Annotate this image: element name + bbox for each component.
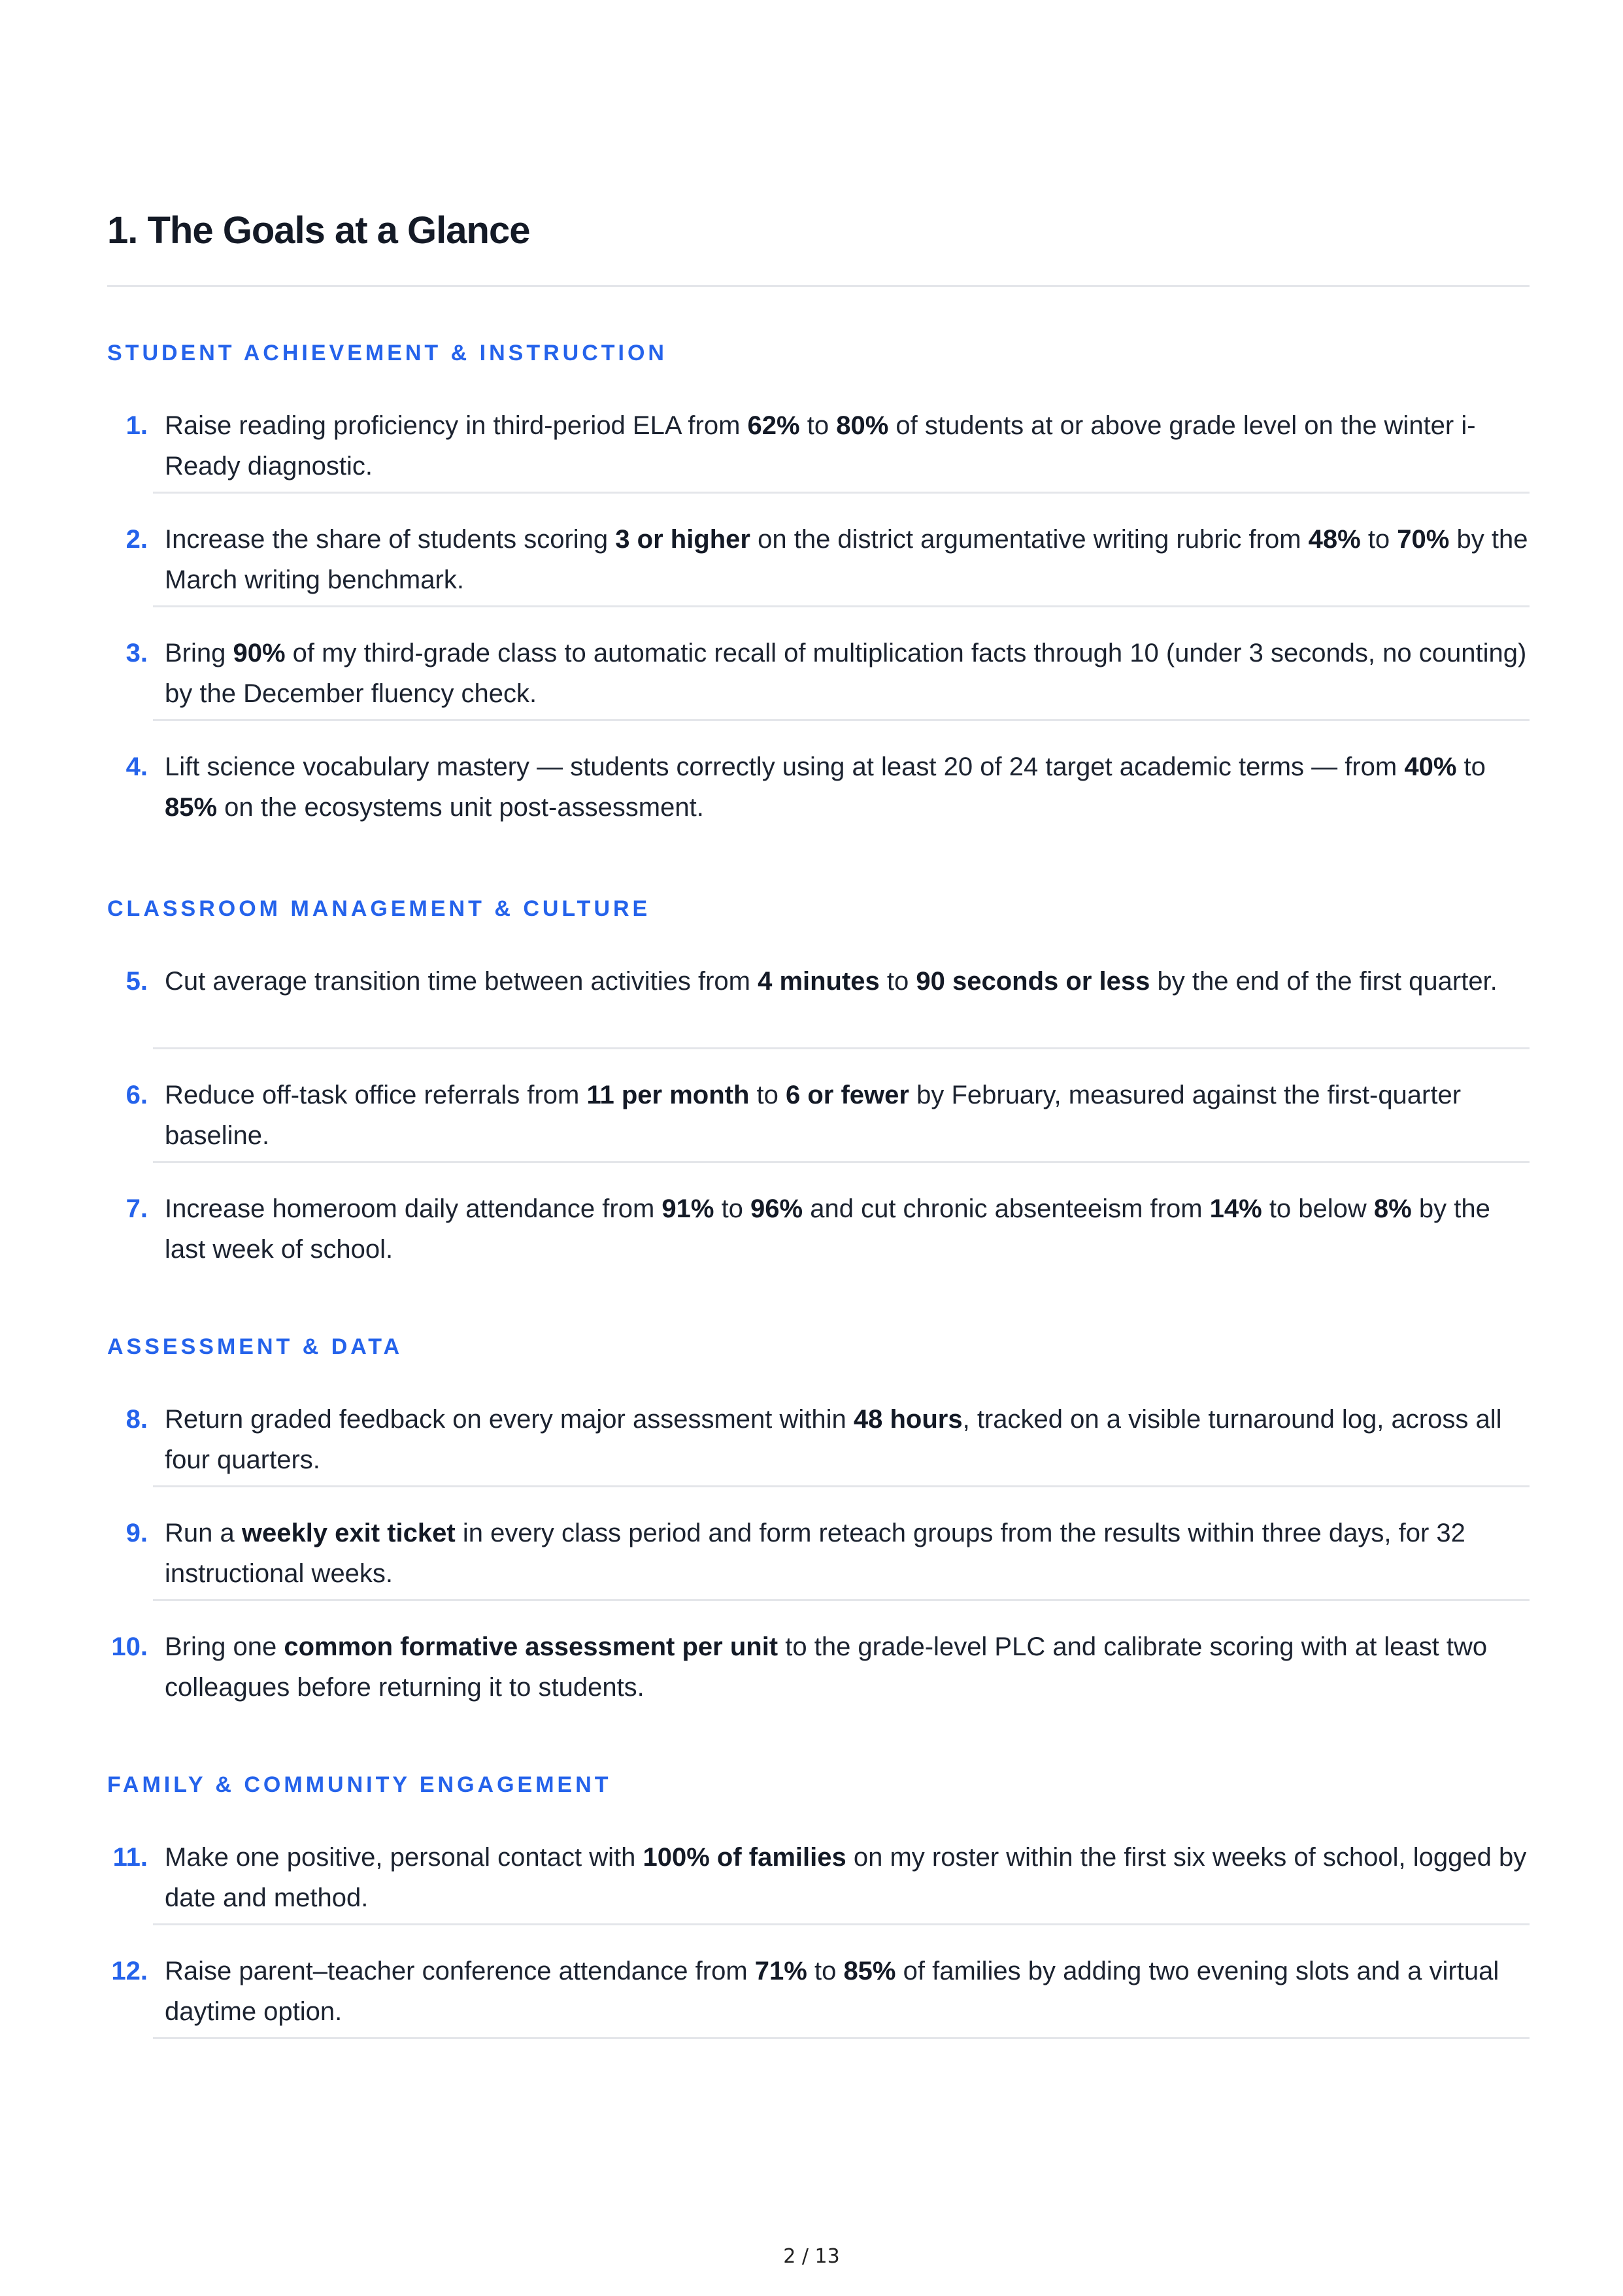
section-title: FAMILY & COMMUNITY ENGAGEMENT bbox=[107, 1772, 612, 1797]
goal-text-segment: by the end of the first quarter. bbox=[1150, 967, 1498, 996]
goal-number: 5. bbox=[125, 967, 148, 996]
goal-text bbox=[165, 752, 1486, 822]
goal-divider bbox=[153, 1599, 1530, 1601]
goal-text-segment: to bbox=[749, 1081, 786, 1109]
goal-text-segment: Increase homeroom daily attendance from bbox=[165, 1194, 662, 1223]
goal-divider bbox=[153, 1161, 1530, 1163]
goal-divider bbox=[153, 1485, 1530, 1487]
goal-metric: 6 or fewer bbox=[786, 1081, 909, 1109]
goal-text-segment: to bbox=[799, 411, 837, 440]
goal-number: 9. bbox=[125, 1519, 148, 1547]
goal-text bbox=[165, 1405, 1501, 1474]
goal-divider bbox=[153, 605, 1530, 607]
page-title: 1. The Goals at a Glance bbox=[107, 209, 530, 252]
goal-metric: 91% bbox=[661, 1194, 714, 1223]
goal-number: 7. bbox=[125, 1194, 148, 1223]
goal-number: 3. bbox=[125, 639, 148, 667]
goal-text-segment: of my third-grade class to automatic recall of multiplication facts through 10 (under 3 seconds, no counting) by the December fluency check. bbox=[165, 639, 1527, 708]
goal-metric: 48% bbox=[1308, 525, 1361, 554]
section-title: ASSESSMENT & DATA bbox=[107, 1334, 403, 1359]
goal-metric: 85% bbox=[165, 793, 218, 822]
goal-divider bbox=[153, 719, 1530, 721]
goal-text-segment: on my roster within the first six weeks of school, logged by date and method. bbox=[165, 1843, 1527, 1912]
goal-item bbox=[107, 1399, 1530, 1480]
goal-text-segment: to bbox=[714, 1194, 751, 1223]
goal-text-segment: by the March writing benchmark. bbox=[165, 525, 1528, 594]
goal-metric: 96% bbox=[750, 1194, 803, 1223]
goal-item bbox=[107, 1513, 1530, 1594]
goal-metric: 48 hours bbox=[853, 1405, 963, 1434]
goal-text-segment: to bbox=[879, 967, 916, 996]
goal-text-segment: , tracked on a visible turnaround log, across all four quarters. bbox=[165, 1405, 1502, 1474]
goal-text bbox=[165, 1194, 1490, 1264]
goal-text bbox=[165, 525, 1528, 594]
goal-metric: 90 seconds or less bbox=[916, 967, 1150, 996]
goal-item bbox=[107, 405, 1530, 486]
goal-number: 6. bbox=[125, 1081, 148, 1109]
goal-item bbox=[107, 1951, 1530, 2032]
goal-item bbox=[107, 519, 1530, 600]
goal-text-segment: Lift science vocabulary mastery — students correctly using at least 20 of 24 target academic terms — from bbox=[165, 752, 1405, 781]
goal-metric: 14% bbox=[1209, 1194, 1262, 1223]
goal-section bbox=[107, 894, 1530, 1264]
goal-text bbox=[165, 1957, 1499, 2026]
goal-divider bbox=[153, 1047, 1530, 1049]
goal-text-segment: Run a bbox=[165, 1519, 242, 1547]
goal-item bbox=[107, 1837, 1530, 1918]
goal-text-segment: Bring bbox=[165, 639, 233, 667]
goal-item bbox=[107, 747, 1530, 828]
goal-metric: 11 per month bbox=[586, 1081, 750, 1109]
goal-text bbox=[165, 1081, 1461, 1150]
goal-item bbox=[107, 1075, 1530, 1156]
goal-text-segment: Raise reading proficiency in third-period ELA from bbox=[165, 411, 748, 440]
goal-metric: 3 or higher bbox=[615, 525, 750, 554]
goal-metric: 71% bbox=[754, 1957, 807, 1985]
goal-text-segment: Cut average transition time between activities from bbox=[165, 967, 758, 996]
goal-text bbox=[165, 1519, 1465, 1588]
goal-number: 10. bbox=[111, 1632, 148, 1661]
goal-section bbox=[107, 339, 1530, 822]
goal-text-segment: Raise parent–teacher conference attendance from bbox=[165, 1957, 755, 1985]
goal-section bbox=[107, 1332, 1530, 1702]
goal-section bbox=[107, 1770, 1530, 2026]
goal-text bbox=[165, 639, 1526, 708]
goal-text-segment: on the district argumentative writing rubric from bbox=[750, 525, 1309, 554]
goal-metric: 100% of families bbox=[643, 1843, 846, 1872]
goal-metric: 90% bbox=[233, 639, 286, 667]
goal-text-segment: by February, measured against the first-quarter baseline. bbox=[165, 1081, 1462, 1150]
goal-text bbox=[165, 411, 1476, 481]
goal-text-segment: to bbox=[1360, 525, 1397, 554]
goal-text-segment: to bbox=[807, 1957, 844, 1985]
goal-text-segment: by the last week of school. bbox=[165, 1194, 1490, 1264]
goal-metric: 62% bbox=[747, 411, 800, 440]
goal-text-segment: to below bbox=[1262, 1194, 1374, 1223]
goal-text-segment: of students at or above grade level on the winter i-Ready diagnostic. bbox=[165, 411, 1476, 481]
goal-text bbox=[165, 967, 1498, 996]
goal-text-segment: of families by adding two evening slots and a virtual daytime option. bbox=[165, 1957, 1499, 2026]
goal-number: 1. bbox=[125, 411, 148, 440]
goal-item bbox=[107, 1189, 1530, 1270]
document-page bbox=[107, 208, 1530, 2026]
goal-divider bbox=[153, 2037, 1530, 2039]
section-title: CLASSROOM MANAGEMENT & CULTURE bbox=[107, 896, 651, 921]
goal-number: 2. bbox=[125, 525, 148, 554]
goal-metric: 85% bbox=[843, 1957, 896, 1985]
section-title: STUDENT ACHIEVEMENT & INSTRUCTION bbox=[107, 341, 667, 365]
goal-metric: 80% bbox=[836, 411, 889, 440]
goal-text-segment: Increase the share of students scoring bbox=[165, 525, 616, 554]
goal-text-segment: to bbox=[1456, 752, 1486, 781]
goal-number: 12. bbox=[111, 1957, 148, 1985]
goal-text-segment: Bring one bbox=[165, 1632, 284, 1661]
goal-metric: 4 minutes bbox=[758, 967, 880, 996]
title-divider bbox=[107, 285, 1530, 287]
goal-text-segment: to the grade-level PLC and calibrate scoring with at least two colleagues before returning it to students. bbox=[165, 1632, 1488, 1702]
goal-text-segment: and cut chronic absenteeism from bbox=[803, 1194, 1210, 1223]
goal-item bbox=[107, 961, 1530, 1002]
goal-text-segment: on the ecosystems unit post-assessment. bbox=[217, 793, 704, 822]
goal-text-segment: Return graded feedback on every major assessment within bbox=[165, 1405, 854, 1434]
goal-item bbox=[107, 1627, 1530, 1708]
goal-number: 4. bbox=[125, 752, 148, 781]
goal-metric: weekly exit ticket bbox=[241, 1519, 456, 1547]
goal-text-segment: Make one positive, personal contact with bbox=[165, 1843, 643, 1872]
goal-number: 11. bbox=[112, 1843, 148, 1872]
goal-metric: 70% bbox=[1397, 525, 1450, 554]
goal-number: 8. bbox=[125, 1405, 148, 1434]
goal-text-segment: Reduce off-task office referrals from bbox=[165, 1081, 587, 1109]
goal-divider bbox=[153, 1923, 1530, 1925]
goal-metric: common formative assessment per unit bbox=[284, 1632, 778, 1661]
goal-text bbox=[165, 1632, 1487, 1702]
goal-item bbox=[107, 633, 1530, 714]
page-number: 2 / 13 bbox=[783, 2245, 840, 2268]
goal-text-segment: in every class period and form reteach groups from the results within three days, for 32 instructional weeks. bbox=[165, 1519, 1465, 1588]
goal-divider bbox=[153, 492, 1530, 494]
goal-text bbox=[165, 1843, 1526, 1912]
goal-metric: 40% bbox=[1404, 752, 1457, 781]
goal-metric: 8% bbox=[1373, 1194, 1412, 1223]
